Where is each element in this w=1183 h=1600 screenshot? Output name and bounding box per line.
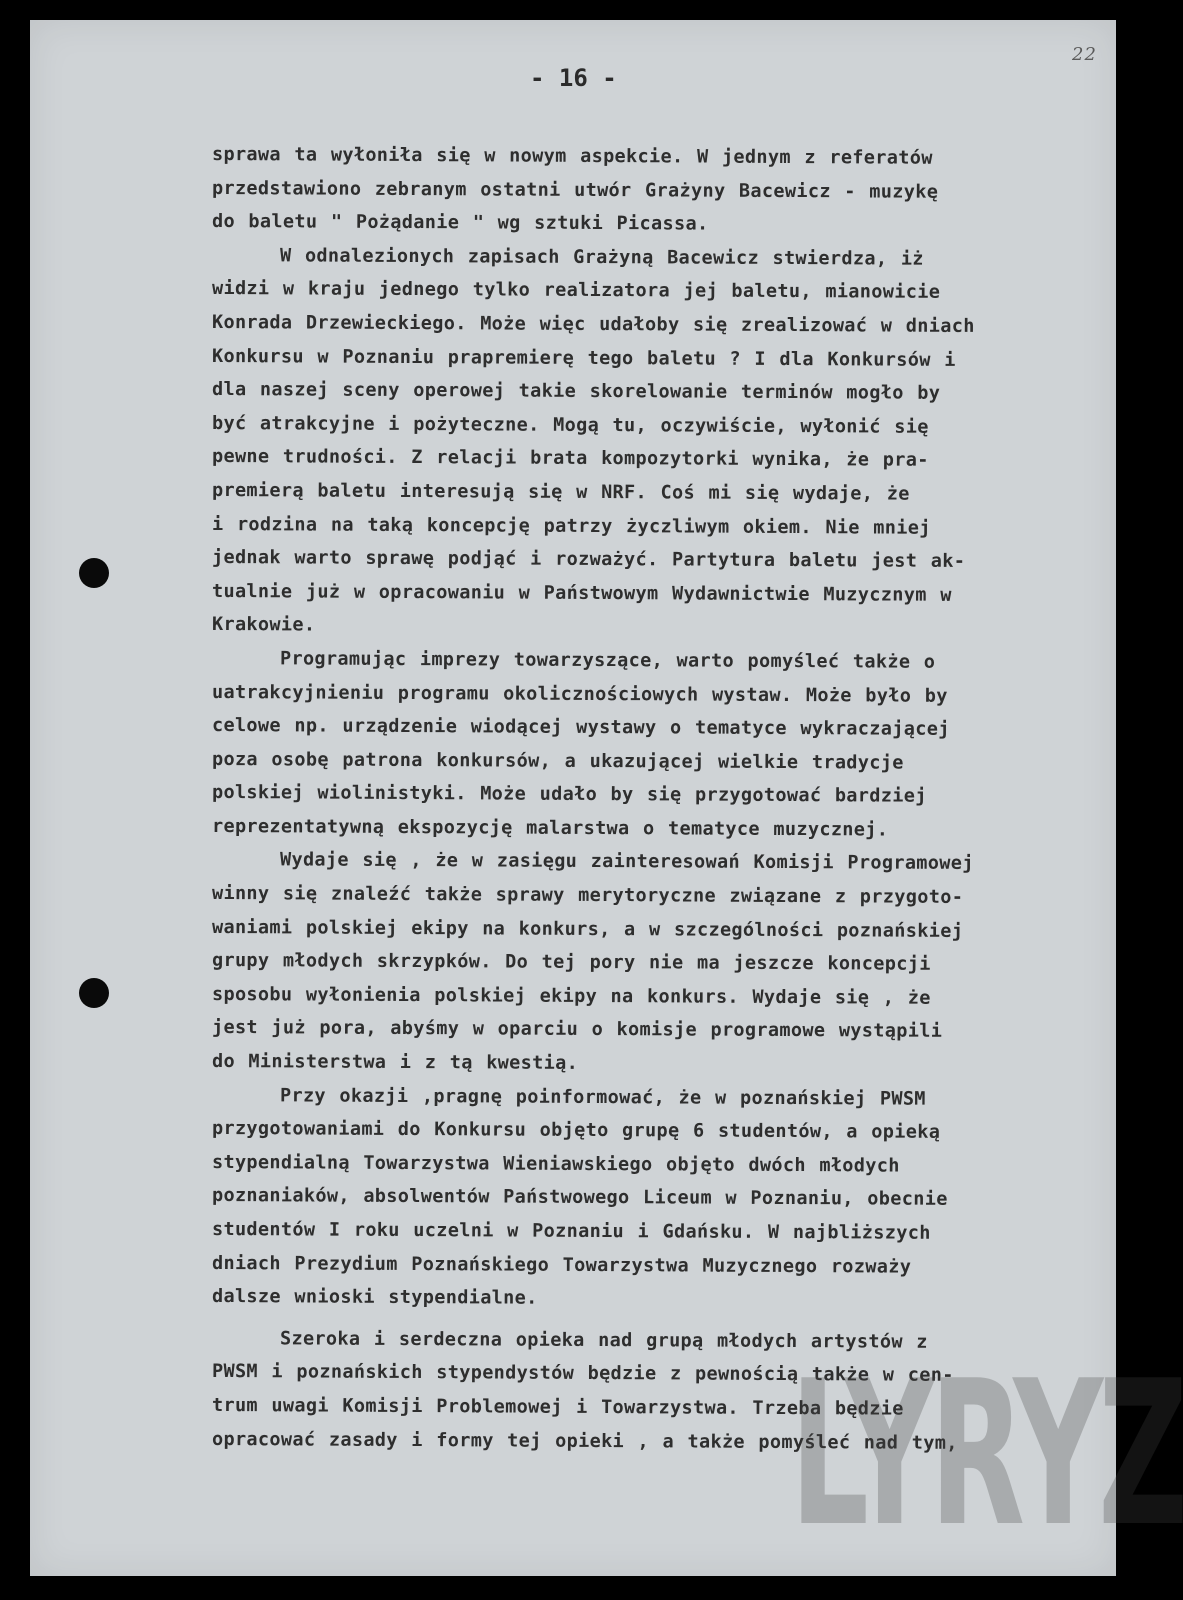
typed-text-body <box>212 138 1092 1456</box>
text-line: widzi w kraju jednego tylko realizatora jej baletu, mianowicie <box>211 278 941 304</box>
text-line: Konkursu w Poznaniu prapremierę tego baletu ? I dla Konkursów i <box>211 345 956 371</box>
text-line: dalsze wnioski stypendialne. <box>211 1286 538 1309</box>
text-line: trum uwagi Komisji Problemowej i Towarzystwa. Trzeba będzie <box>211 1394 904 1420</box>
text-line: studentów I roku uczelni w Poznaniu i Gdańsku. W najbliższych <box>211 1219 931 1244</box>
text-line: dniach Prezydium Poznańskiego Towarzystwa Muzycznego rozważy <box>211 1252 912 1278</box>
text-line: winny się znaleźć także sprawy merytoryczne związane z przygoto- <box>211 883 964 908</box>
text-line: celowe np. urządzenie wiodącej wystawy o tematyce wykraczającej <box>211 715 950 740</box>
text-line: poznaniaków, absolwentów Państwowego Liceum w Poznaniu, obecnie <box>211 1185 948 1211</box>
punch-hole-bottom <box>79 978 109 1008</box>
text-line: tualnie już w opracowaniu w Państwowym Wydawnictwie Muzycznym w <box>211 580 952 606</box>
text-line: pewne trudności. Z relacji brata kompozytorki wynika, że pra- <box>211 446 929 472</box>
text-line: poza osobę patrona konkursów, a ukazującej wielkie tradycje <box>211 748 904 774</box>
punch-hole-top <box>79 558 109 588</box>
document-page <box>30 20 1183 1576</box>
text-line: być atrakcyjne i pożyteczne. Mogą tu, oczywiście, wyłonić się <box>211 412 929 438</box>
text-line: reprezentatywną ekspozycję malarstwa o tematyce muzycznej. <box>211 815 889 841</box>
text-line: Wydaje się , że w zasięgu zainteresowań Komisji Programowej <box>279 849 974 875</box>
text-line: Konrada Drzewieckiego. Może więc udałoby się zrealizować w dniach <box>211 311 975 337</box>
text-line: Krakowie. <box>211 614 316 636</box>
text-line: Programując imprezy towarzyszące, warto pomyśleć także o <box>279 648 936 673</box>
text-line: przygotowaniami do Konkursu objęto grupę 6 studentów, a opieką <box>211 1118 941 1144</box>
text-line: do baletu " Pożądanie " wg sztuki Picassa. <box>211 211 709 235</box>
archive-page-number: 22 <box>1072 44 1097 65</box>
text-line: premierą baletu interesują się w NRF. Coś mi się wydaje, że <box>211 479 910 505</box>
text-line: W odnalezionych zapisach Grażyną Bacewicz stwierdza, iż <box>279 245 924 270</box>
text-line: PWSM i poznańskich stypendystów będzie z pewnością także w cen- <box>211 1361 954 1387</box>
text-line: jednak warto sprawę podjąć i rozważyć. Partytura baletu jest ak- <box>211 547 966 573</box>
text-line: opracować zasady i formy tej opieki , a także pomyśleć nad tym, <box>211 1428 958 1454</box>
text-line: polskiej wiolinistyki. Może udało by się przygotować bardziej <box>211 782 927 808</box>
page-number: - 16 - <box>530 64 617 92</box>
text-line: przedstawiono zebranym ostatni utwór Grażyny Bacewicz - muzykę <box>211 177 939 203</box>
text-line: grupy młodych skrzypków. Do tej pory nie ma jeszcze koncepcji <box>211 950 931 976</box>
text-line: waniami polskiej ekipy na konkurs, a w szczególności poznańskiej <box>211 916 964 942</box>
text-line: i rodzina na taką koncepcję patrzy życzliwym okiem. Nie mniej <box>211 513 931 539</box>
text-line: sposobu wyłonienia polskiej ekipy na konkurs. Wydaje się , że <box>211 983 931 1009</box>
text-line: stypendialną Towarzystwa Wieniawskiego objęto dwóch młodych <box>211 1151 900 1177</box>
text-line: uatrakcyjnieniu programu okolicznościowych wystaw. Może było by <box>211 681 948 707</box>
text-line: do Ministerstwa i z tą kwestią. <box>211 1051 579 1074</box>
text-line: Szeroka i serdeczna opieka nad grupą młodych artystów z <box>279 1328 928 1353</box>
text-line: dla naszej sceny operowej takie skorelowanie terminów mogło by <box>211 379 941 404</box>
text-line: Przy okazji ,pragnę poinformować, że w poznańskiej PWSM <box>279 1084 926 1110</box>
watermark-logo: LYRYZ <box>790 1338 1183 1571</box>
text-line: jest już pora, abyśmy w oparciu o komisje programowe wystąpili <box>211 1017 943 1043</box>
text-line: sprawa ta wyłoniła się w nowym aspekcie. W jednym z referatów <box>211 144 933 169</box>
